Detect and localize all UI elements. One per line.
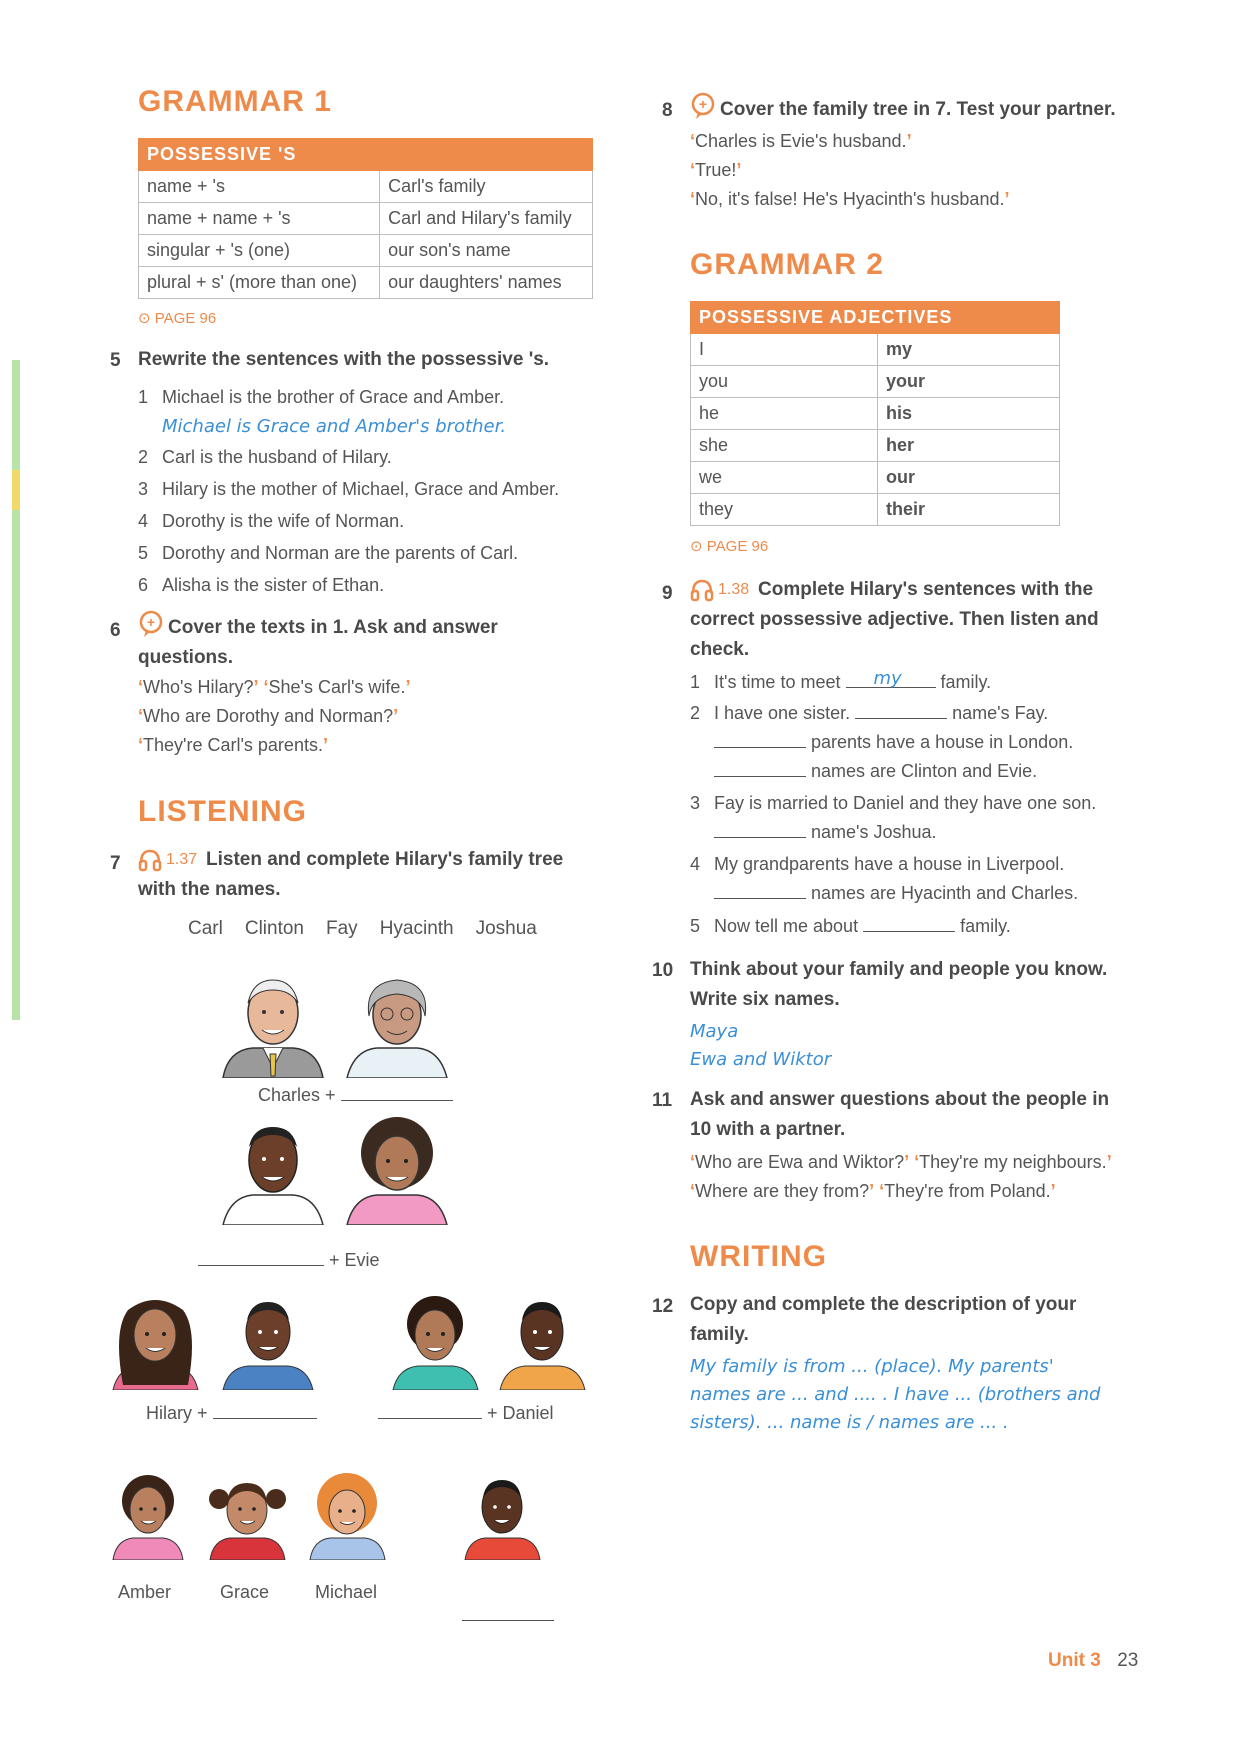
daniel-portrait [495,1290,590,1390]
table-row: you your [691,366,1060,398]
audio-track: 1.37 [166,851,198,868]
table-row: they their [691,494,1060,526]
table-row: plural + s' (more than one) our daughters' names [139,267,593,299]
list-item: parents have a house in London. [714,726,1073,758]
margin-color-strip-yellow [12,470,20,510]
answer-blank[interactable] [378,1400,482,1419]
answer-blank[interactable] [863,913,955,932]
answer-blank[interactable] [714,819,806,838]
exercise-number: 10 [652,960,674,981]
fay-portrait [388,1290,483,1390]
list-item: 4 My grandparents have a house in Liverpool. [690,854,1065,874]
exercise-number: 8 [662,100,673,121]
writing-heading: WRITING [690,1240,827,1273]
exercise-10-title: Think about your family and people you know. [690,959,1108,980]
table-row: she her [691,430,1060,462]
exercise-number: 12 [652,1296,674,1317]
exercise-9-title: Complete Hilary's sentences with the [758,579,1094,600]
exercise-6-title: Cover the texts in 1. Ask and answer [168,617,498,638]
table-row: we our [691,462,1060,494]
page-reference[interactable]: ⊙ PAGE 96 [690,538,769,555]
name-options: Carl Clinton Fay Hyacinth Joshua [188,918,537,939]
exercise-number: 11 [652,1090,673,1111]
exercise-8-title: Cover the family tree in 7. Test your partner. [720,99,1116,120]
table-row: name + name + 's Carl and Hilary's family [139,203,593,235]
tree-label-hilary: Hilary + [146,1400,317,1424]
listening-heading: LISTENING [138,795,308,828]
michael-portrait [305,1465,390,1560]
answer-blank[interactable] [855,700,947,719]
list-item: 2 Carl is the husband of Hilary. [138,447,392,467]
table-row: I my [691,334,1060,366]
grandmother-portrait [342,968,452,1078]
svg-text:+: + [146,614,156,630]
list-item: names are Clinton and Evie. [714,755,1037,787]
exercise-number: 5 [110,350,121,371]
audio-track: 1.38 [718,581,750,598]
hilary-portrait [108,1290,203,1390]
grace-portrait [205,1465,290,1560]
table-header: POSSESSIVE 'S [139,139,593,171]
answer-blank[interactable] [714,729,806,748]
answer-blank[interactable] [714,758,806,777]
possessive-s-table [138,138,593,299]
grammar1-heading: GRAMMAR 1 [138,85,332,118]
tree-label-grandparents: Charles + [258,1082,453,1106]
exercise-5-title: Rewrite the sentences with the possessive 's. [138,349,550,370]
exercise-11-title: Ask and answer questions about the people in [690,1089,1110,1110]
possessive-adjectives-table [690,301,1060,526]
answer-blank[interactable] [198,1247,324,1266]
unit-label: Unit 3 [1048,1650,1101,1671]
grammar2-heading: GRAMMAR 2 [690,248,884,281]
exercise-number: 7 [110,853,121,874]
table-row: he his [691,398,1060,430]
mother-portrait [342,1115,452,1225]
headphones-icon[interactable] [138,848,162,872]
list-item: 5 Dorothy and Norman are the parents of Carl. [138,543,519,563]
handwritten-answer: Michael is Grace and Amber's brother. [162,416,507,437]
table-header: POSSESSIVE ADJECTIVES [691,302,1060,334]
answer-blank[interactable] [341,1082,453,1101]
table-row: name + 's Carl's family [139,171,593,203]
list-item: 6 Alisha is the sister of Ethan. [138,575,385,595]
joshua-portrait [460,1465,545,1560]
page-reference[interactable]: ⊙ PAGE 96 [138,310,217,327]
margin-color-strip [12,360,20,1020]
dialogue-lines: ‘Charles is Evie's husband.’ ‘True!’ ‘No, it's false! He's Hyacinth's husband.’ [690,131,1010,209]
list-item: 5 Now tell me about family. [690,910,1011,942]
dialogue-lines: ‘Who's Hilary?’ ‘She's Carl's wife.’ ‘Who are Dorothy and Norman?’ ‘They're Carl's parents.’ [138,677,411,755]
amber-portrait [108,1465,188,1560]
handwritten-answers: Maya Ewa and Wiktor [690,1021,832,1070]
writing-model: My family is from ... (place). My parents' names are ... and .... . I have ... (brothers and sisters). ... name is / names are ... . [690,1356,1101,1433]
list-item: 3 Hilary is the mother of Michael, Grace and Amber. [138,479,560,499]
exercise-12-title: Copy and complete the description of your [690,1294,1077,1315]
list-item: 1 Michael is the brother of Grace and Amber. [138,387,505,407]
headphones-icon[interactable] [690,578,714,602]
answer-blank[interactable]: my [846,669,936,688]
father-portrait [218,1115,328,1225]
exercise-number: 6 [110,620,121,641]
dialogue-lines: ‘Who are Ewa and Wiktor?’ ‘They're my neighbours.’ ‘Where are they from?’ ‘They're from Poland.’ [690,1152,1112,1201]
exercise-number: 9 [662,583,673,604]
list-item: 2 I have one sister. name's Fay. [690,697,1048,729]
pair-work-icon [138,610,164,638]
list-item: names are Hyacinth and Charles. [714,877,1078,909]
exercise-5-items [138,381,608,601]
table-row: singular + 's (one) our son's name [139,235,593,267]
list-item: name's Joshua. [714,816,937,848]
list-item: 4 Dorothy is the wife of Norman. [138,511,405,531]
tree-label-parents: + Evie [198,1247,380,1271]
grandfather-portrait [218,968,328,1078]
tree-label-daniel: + Daniel [378,1400,554,1424]
carl-portrait [218,1290,318,1390]
page-footer [1048,1650,1138,1672]
answer-blank[interactable] [714,880,806,899]
exercise-7-title: Listen and complete Hilary's family tree [206,849,564,870]
list-item: 1 It's time to meet my family. [690,668,992,692]
svg-text:+: + [698,96,708,112]
pair-work-icon [690,92,716,120]
list-item: 3 Fay is married to Daniel and they have one son. [690,793,1097,813]
child-name: Amber [118,1582,172,1602]
child-name: Grace [220,1582,270,1602]
page-number: 23 [1117,1650,1139,1671]
child-name: Michael [315,1582,378,1602]
answer-blank[interactable] [462,1602,554,1626]
answer-blank[interactable] [213,1400,317,1419]
